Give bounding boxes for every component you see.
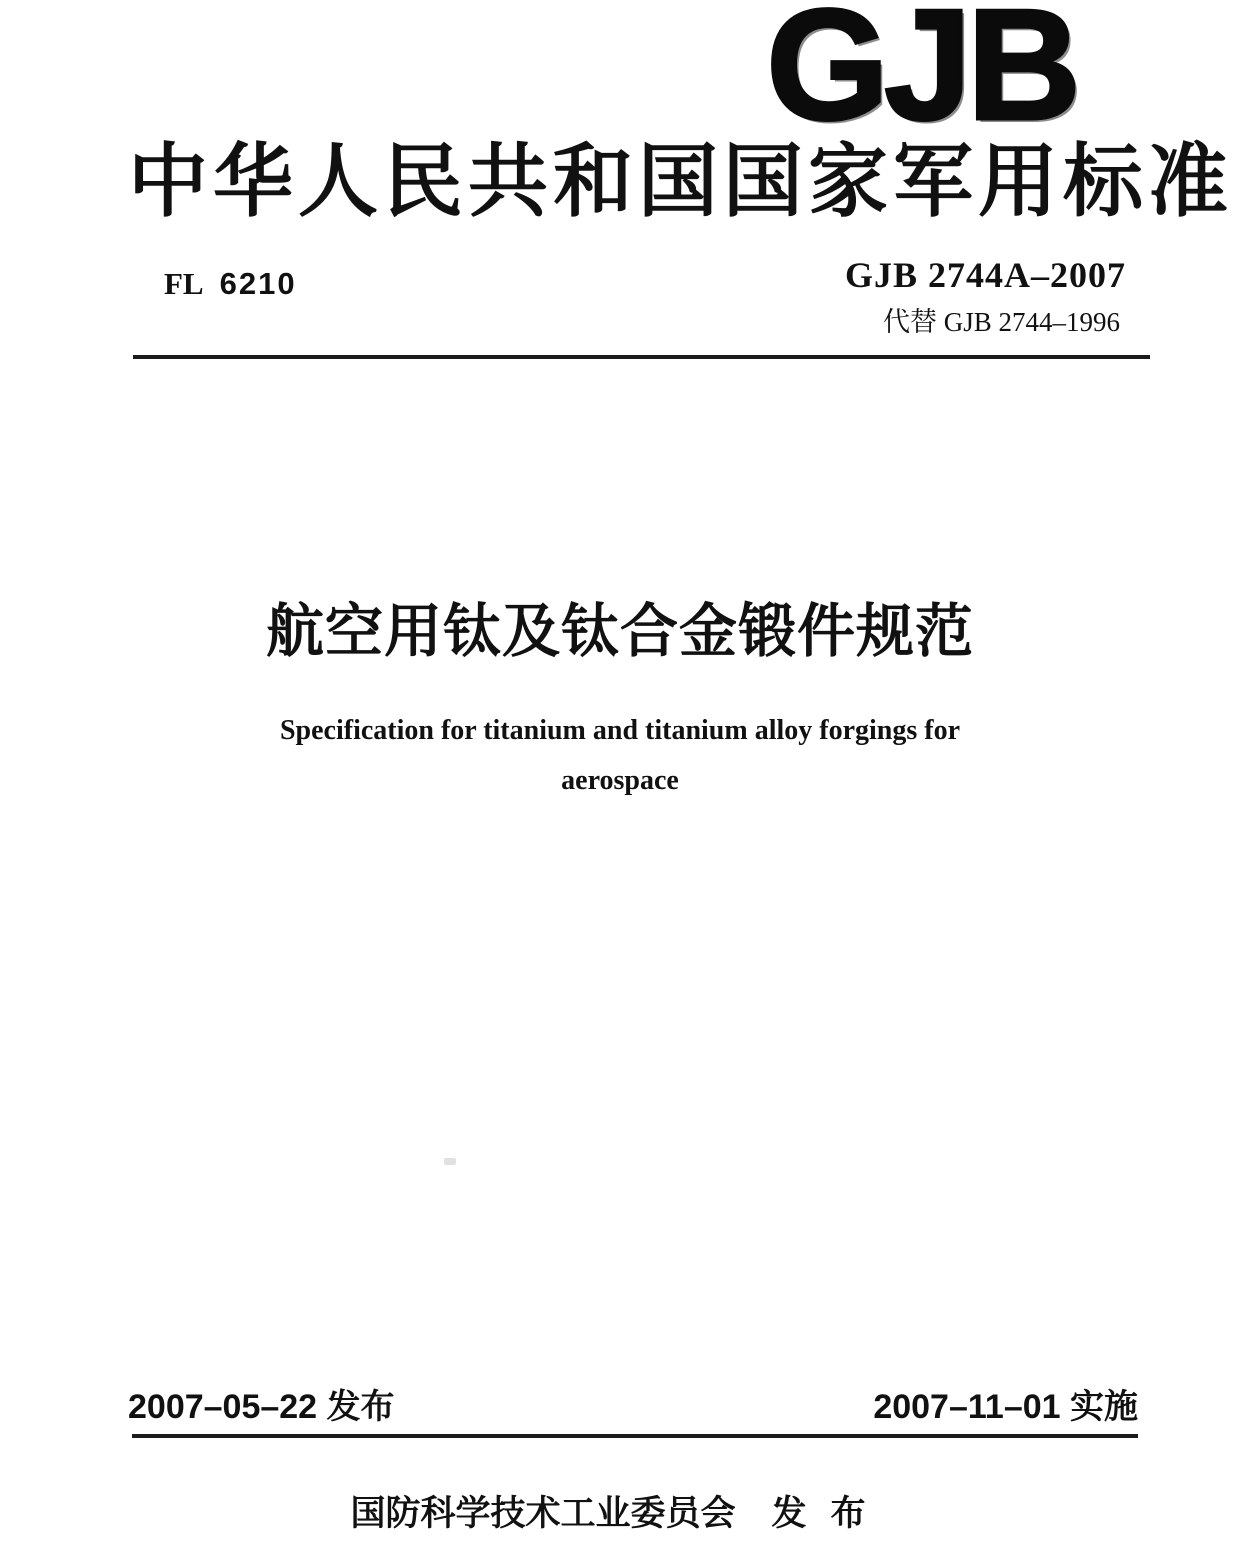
english-title-line1: Specification for titanium and titanium alloy forgings for: [279, 715, 961, 746]
classification-prefix: FL: [164, 266, 204, 301]
english-title-line2: aerospace: [561, 765, 679, 796]
document-title-chinese: 航空用钛及钛合金锻件规范: [265, 599, 974, 664]
classification-number: 6210: [219, 266, 297, 301]
issue-date: 2007–05–22 发布: [128, 1388, 395, 1426]
issuer-organization: 国防科学技术工业委员会: [350, 1494, 736, 1533]
replaces-note: 代替 GJB 2744–1996: [882, 307, 1120, 337]
issuer-line: [0, 1486, 1240, 1536]
classification-code: [164, 266, 297, 302]
national-standard-heading: 中华人民共和国国家军用标准: [128, 139, 1233, 227]
standard-number: GJB 2744A–2007: [844, 255, 1126, 295]
gjb-logo: GJB: [766, 0, 1076, 153]
document-title-english: [0, 706, 1240, 806]
issue-action-label: 发布: [771, 1494, 890, 1533]
implement-date: 2007–11–01 实施: [873, 1388, 1138, 1426]
scan-artifact: [444, 1158, 456, 1165]
top-rule: [133, 355, 1150, 359]
bottom-rule: [132, 1434, 1138, 1438]
